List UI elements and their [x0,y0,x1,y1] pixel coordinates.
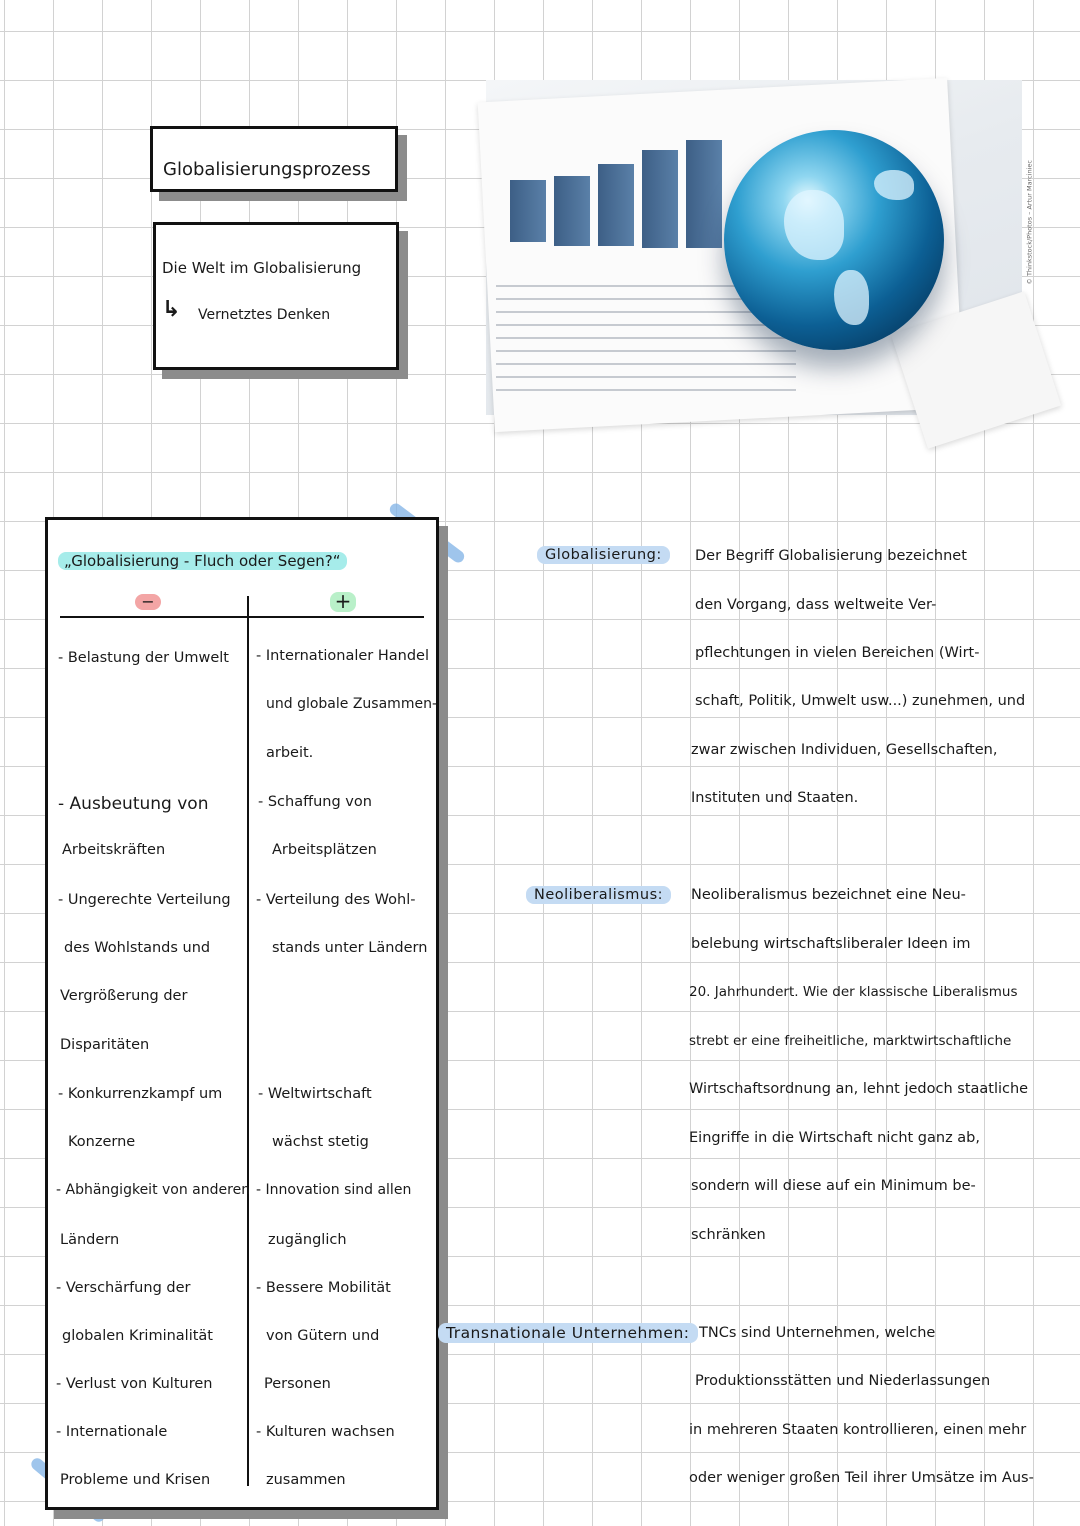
table-cell-plus: - Verteilung des Wohl- [256,892,416,908]
definition-line: in mehreren Staaten kontrollieren, einen mehr [689,1422,1027,1438]
definition-line: schaft, Politik, Umwelt usw...) zunehmen, und [695,693,1026,709]
topic-subline: Vernetztes Denken [198,307,331,323]
table-cell-minus: Probleme und Krisen [60,1472,211,1488]
title-box [150,126,398,192]
table-cell-minus: Ländern [60,1232,120,1248]
table-cell-minus: - Ungerechte Verteilung [58,892,231,908]
table-cell-minus: Arbeitskräften [62,842,166,858]
topic-box [153,222,399,370]
definition-line: Der Begriff Globalisierung bezeichnet [695,548,967,564]
table-cell-plus: - Weltwirtschaft [258,1086,372,1102]
definition-term: Globalisierung: [537,546,670,564]
definition-line: oder weniger großen Teil ihrer Umsätze im Aus- [689,1470,1034,1486]
arrow-icon: ↳ [162,297,181,322]
definition-line: Wirtschaftsordnung an, lehnt jedoch staatliche [689,1081,1029,1097]
definition-line: Eingriffe in die Wirtschaft nicht ganz ab, [689,1130,980,1146]
table-cell-minus: Konzerne [68,1134,136,1150]
table-cell-plus: - Bessere Mobilität [256,1280,391,1296]
table-cell-minus: - Abhängigkeit von anderen [56,1182,251,1198]
table-cell-minus: - Ausbeutung von [58,794,209,814]
definition-line: 20. Jahrhundert. Wie der klassische Liberalismus [689,984,1018,1000]
table-cell-plus: - Innovation sind allen [256,1182,412,1198]
table-cell-plus: stands unter Ländern [272,940,428,956]
definition-line: strebt er eine freiheitliche, marktwirtschaftliche [689,1033,1012,1049]
table-cell-minus: - Verschärfung der [56,1280,191,1296]
definition-line: sondern will diese auf ein Minimum be- [691,1178,976,1194]
table-cell-plus: zugänglich [268,1232,347,1248]
definition-line: den Vorgang, dass weltweite Ver- [695,597,937,613]
table-cell-plus: - Internationaler Handel [256,648,430,664]
table-cell-plus: wächst stetig [272,1134,369,1150]
table-cell-minus: - Verlust von Kulturen [56,1376,213,1392]
table-cell-plus: - Kulturen wachsen [256,1424,395,1440]
definition-line: belebung wirtschaftsliberaler Ideen im [691,936,971,952]
definition-term: Transnationale Unternehmen: [438,1323,698,1343]
table-cell-minus: - Konkurrenzkampf um [58,1086,223,1102]
table-cell-plus: Personen [264,1376,331,1392]
definition-line: Produktionsstätten und Niederlassungen [695,1373,991,1389]
plus-badge: + [330,592,356,612]
definition-line: pflechtungen in vielen Bereichen (Wirt- [695,645,980,661]
table-cell-minus: Vergrößerung der [60,988,188,1004]
table-cell-minus: globalen Kriminalität [62,1328,213,1344]
globe-photo [486,80,1034,415]
globe-icon [724,130,944,350]
table-cell-plus: von Gütern und [266,1328,380,1344]
definition-line: zwar zwischen Individuen, Gesellschaften, [691,742,998,758]
table-cell-plus: und globale Zusammen- [266,696,437,712]
table-heading: „Globalisierung - Fluch oder Segen?“ [58,552,347,570]
page-title: Globalisierungsprozess [163,159,371,180]
definition-line: TNCs sind Unternehmen, welche [699,1325,936,1341]
definition-line: Instituten und Staaten. [691,790,859,806]
definition-line: Neoliberalismus bezeichnet eine Neu- [691,887,966,903]
table-cell-minus: des Wohlstands und [64,940,211,956]
table-header-rule [60,616,424,618]
table-cell-plus: Arbeitsplätzen [272,842,377,858]
table-divider [247,596,249,1486]
topic-line: Die Welt im Globalisierung [162,259,362,277]
table-cell-minus: Disparitäten [60,1037,150,1053]
definition-term: Neoliberalismus: [526,886,671,904]
table-cell-plus: arbeit. [266,745,314,761]
definition-line: schränken [691,1227,766,1243]
table-cell-plus: zusammen [266,1472,346,1488]
photo-credit: © Thinkstock/Photos – Artur Marciniec [1026,160,1034,285]
table-cell-minus: - Belastung der Umwelt [58,650,229,666]
pros-cons-table [45,517,439,1510]
table-cell-minus: - Internationale [56,1424,168,1440]
minus-badge: − [135,594,161,610]
table-cell-plus: - Schaffung von [258,794,372,810]
